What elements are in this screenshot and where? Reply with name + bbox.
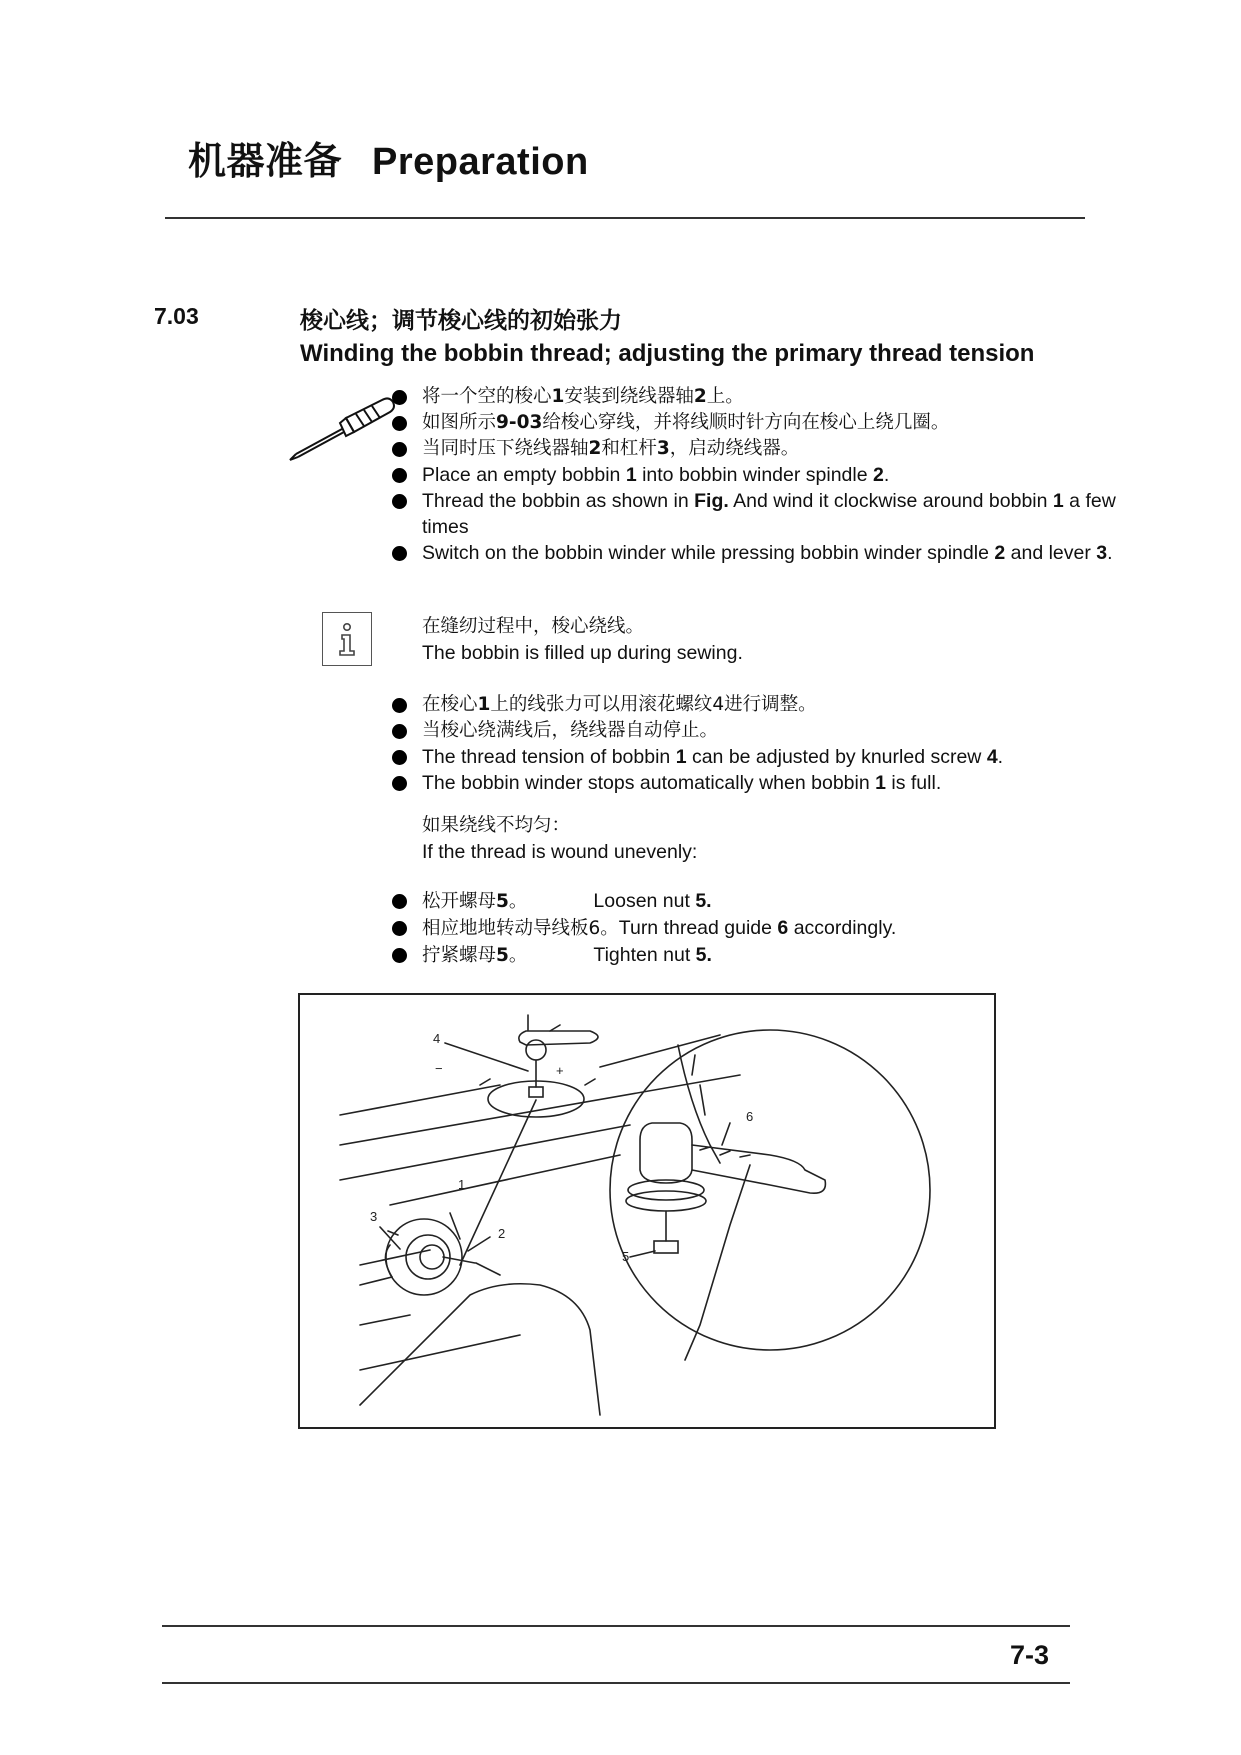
list-item: Switch on the bobbin winder while pressing bobbin winder spindle 2 and lever 3. [392, 540, 1122, 566]
page-number: 7-3 [1010, 1640, 1050, 1670]
footer-rule-bottom [162, 1682, 1070, 1684]
bobbin-winder-drawing [300, 995, 994, 1427]
figure-label-1: 1 [458, 1177, 466, 1192]
list-item: The bobbin winder stops automatically when bobbin 1 is full. [392, 770, 1003, 796]
figure-label-5: 5 [622, 1249, 630, 1264]
figure-label-3: 3 [370, 1209, 378, 1224]
uneven-intro-cn: 如果绕线不均匀： [422, 815, 571, 836]
figure-sign-minus: − [435, 1061, 443, 1076]
list-item: 当梭心绕满线后，绕线器自动停止。 [392, 718, 1003, 744]
footer-rule-top [162, 1625, 1070, 1627]
figure-sign-plus: + [556, 1063, 564, 1078]
list-item: 拧紧螺母5。 Tighten nut 5. [392, 942, 896, 969]
list-item: 相应地地转动导线板6。Turn thread guide 6 accordingly. [392, 915, 896, 942]
figure-label-2: 2 [498, 1226, 506, 1241]
figure-label-6: 6 [746, 1109, 754, 1124]
winding-steps-list [392, 384, 1122, 566]
header-rule [165, 217, 1085, 219]
info-note [422, 614, 743, 666]
list-item: The thread tension of bobbin 1 can be adjusted by knurled screw 4. [392, 744, 1003, 770]
section-title-cn: 梭心线；调节梭心线的初始张力 [300, 307, 622, 333]
bobbin-winder-figure [298, 993, 996, 1429]
list-item: 松开螺母5。 Loosen nut 5. [392, 888, 896, 915]
list-item: 如图所示9-03给梭心穿线，并将线顺时针方向在梭心上绕几圈。 [392, 410, 1122, 436]
screwdriver-icon [286, 396, 400, 462]
page-title [188, 130, 589, 185]
page-title-en: Preparation [372, 141, 589, 183]
info-icon [323, 613, 371, 665]
uneven-intro-en: If the thread is wound unevenly: [422, 841, 698, 863]
uneven-intro [422, 813, 697, 865]
tension-list [392, 692, 1003, 796]
list-item: 当同时压下绕线器轴2和杠杆3，启动绕线器。 [392, 436, 1122, 462]
info-icon-box [322, 612, 372, 666]
list-item: Place an empty bobbin 1 into bobbin winder spindle 2. [392, 462, 1122, 488]
page-title-cn: 机器准备 [188, 141, 343, 183]
list-item: 将一个空的梭心1安装到绕线器轴2上。 [392, 384, 1122, 410]
info-note-en: The bobbin is filled up during sewing. [422, 642, 743, 664]
info-note-cn: 在缝纫过程中，梭心绕线。 [422, 616, 645, 637]
section-title-en: Winding the bobbin thread; adjusting the primary thread tension [300, 340, 1035, 367]
section-number: 7.03 [154, 303, 199, 329]
list-item: Thread the bobbin as shown in Fig. And wind it clockwise around bobbin 1 a few times [392, 488, 1122, 540]
figure-label-4: 4 [433, 1031, 441, 1046]
list-item: 在梭心1上的线张力可以用滚花螺纹4进行调整。 [392, 692, 1003, 718]
uneven-steps-list [392, 888, 896, 969]
